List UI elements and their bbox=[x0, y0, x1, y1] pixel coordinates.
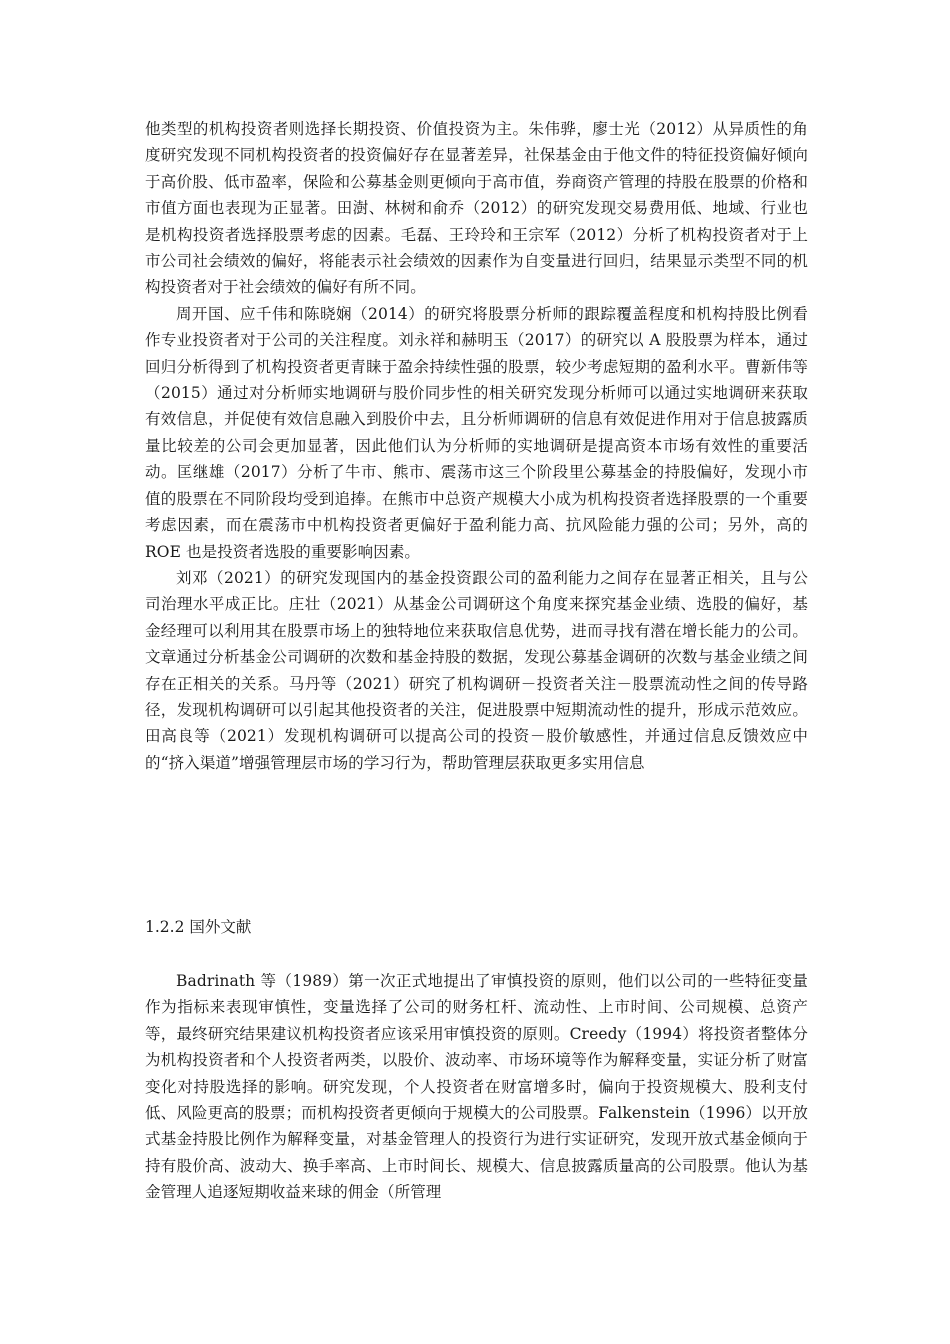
paragraph-badrinath: Badrinath 等（1989）第一次正式地提出了审慎投资的原则，他们以公司的一些特征变量作为指标来表现审慎性，变量选择了公司的财务杠杆、流动性、上市时间、公司规模、总资产等，最终研究结果建议机构投资者应该采用审慎投资的原则。Creedy（1994）将投资者整体分为机构投资者和个人投资者两类，以股价、波动率、市场环境等作为解释变量，实证分析了财富变化对持股选择的影响。研究发现，个人投资者在财富增多时，偏向于投资规模大、股利支付低、风险更高的股票；而机构投资者更倾向于规模大的公司股票。Falkenstein（1996）以开放式基金持股比例作为解释变量，对基金管理人的投资行为进行实证研究，发现开放式基金倾向于持有股价高、波动大、换手率高、上市时间长、规模大、信息披露质量高的公司股票。他认为基金管理人追逐短期收益来球的佣金（所管理 bbox=[145, 972, 808, 1202]
paragraph-liu-deng: 刘邓（2021）的研究发现国内的基金投资跟公司的盈利能力之间存在显著正相关，且与公司治理水平成正比。庄壮（2021）从基金公司调研这个角度来探究基金业绩、选股的偏好，基金经理可以利用其在股票市场上的独特地位来获取信息优势，进而寻找有潜在增长能力的公司。文章通过分析基金公司调研的次数和基金持股的数据，发现公募基金调研的次数与基金业绩之间存在正相关的关系。马丹等（2021）研究了机构调研－投资者关注－股票流动性之间的传导路径，发现机构调研可以引起其他投资者的关注，促进股票中短期流动性的提升，形成示范效应。田高良等（2021）发现机构调研可以提高公司的投资－股价敏感性，并通过信息反馈效应中的“挤入渠道”增强管理层市场的学习行为，帮助管理层获取更多实用信息 bbox=[145, 568, 808, 772]
paragraph-continued: 他类型的机构投资者则选择长期投资、价值投资为主。朱伟骅，廖士光（2012）从异质性的角度研究发现不同机构投资者的投资偏好存在显著差异，社保基金由于他文件的特征投资偏好倾向于高价股、低市盈率，保险和公募基金则更倾向于高市值，券商资产管理的持股在股票的价格和市值方面也表现为正显著。田澍、林树和俞乔（2012）的研究发现交易费用低、地域、行业也是机构投资者选择股票考虑的因素。毛磊、王玲玲和王宗军（2012）分析了机构投资者对于上市公司社会绩效的偏好，将能表示社会绩效的因素作为自变量进行回归，结果显示类型不同的机构投资者对于社会绩效的偏好有所不同。 bbox=[145, 120, 808, 297]
paragraph-zhou-kaiguo: 周开国、应千伟和陈晓娴（2014）的研究将股票分析师的跟踪覆盖程度和机构持股比例看作专业投资者对于公司的关注程度。刘永祥和赫明玉（2017）的研究以 A 股股票为样本，通过回归分析得到了机构投资者更青睐于盈余持续性强的股票，较少考虑短期的盈利水平。曹新伟等（2015）通过对分析师实地调研与股价同步性的相关研究发现分析师可以通过实地调研来获取有效信息，并促使有效信息融入到股价中去，且分析师调研的信息有效促进作用对于信息披露质量比较差的公司会更加显著，因此他们认为分析师的实地调研是提高资本市场有效性的重要活动。匡继雄（2017）分析了牛市、熊市、震荡市这三个阶段里公募基金的持股偏好，发现小市值的股票在不同阶段均受到追捧。在熊市中总资产规模大小成为机构投资者选择股票的一个重要考虑因素，而在震荡市中机构投资者更偏好于盈利能力高、抗风险能力强的公司；另外，高的 ROE 也是投资者选股的重要影响因素。 bbox=[145, 304, 808, 561]
section-heading: 1.2.2 国外文献 bbox=[145, 918, 252, 936]
body-text-upper bbox=[145, 116, 808, 776]
body-text-lower bbox=[145, 968, 808, 1206]
